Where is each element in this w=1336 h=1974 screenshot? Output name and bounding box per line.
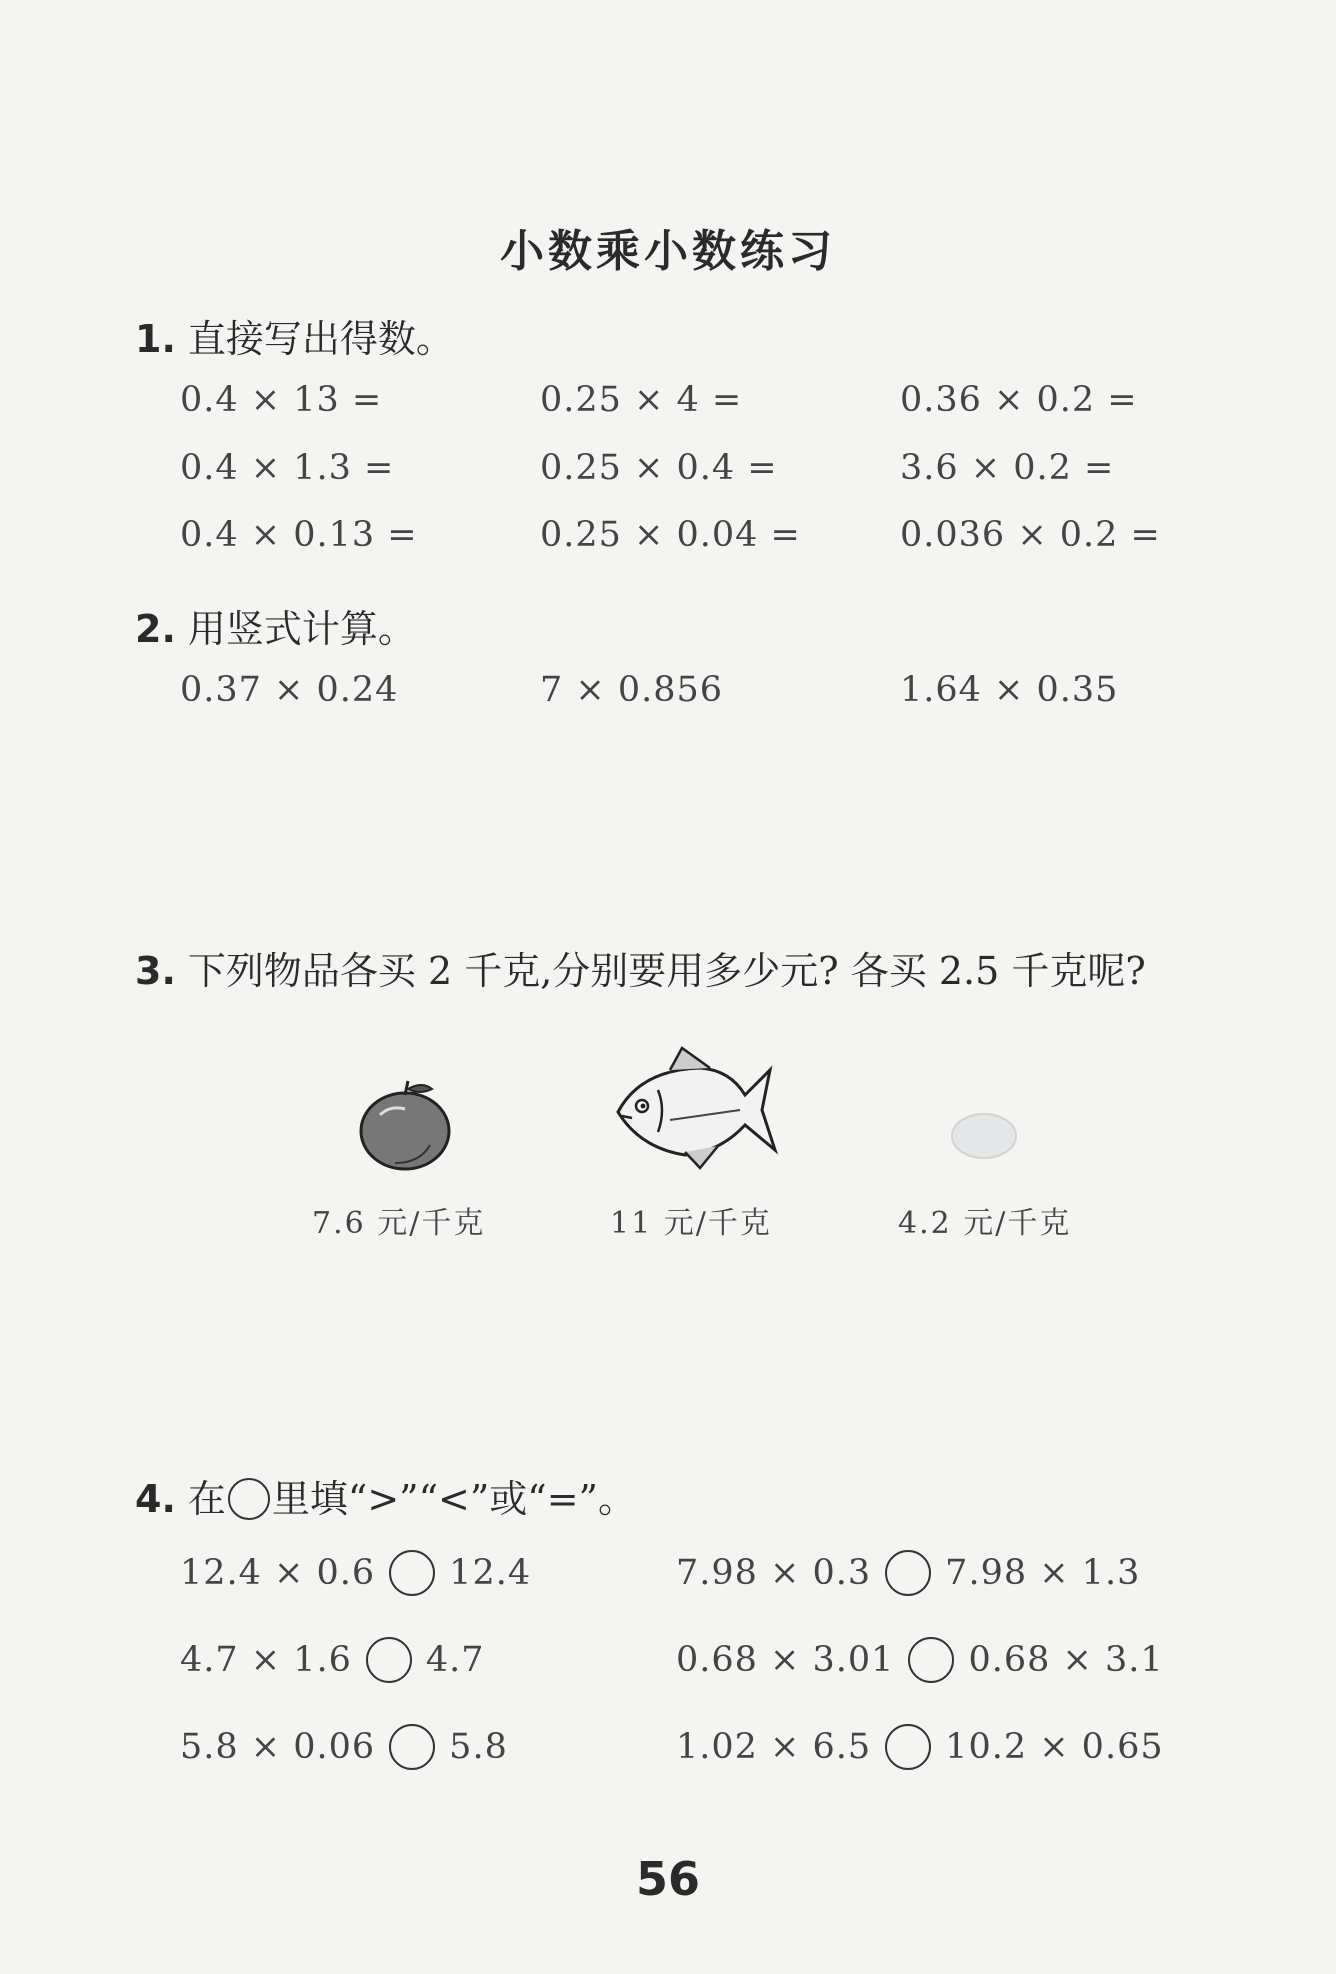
comparison-item [676, 1724, 1164, 1770]
comparison-right: 0.68 × 3.1 [968, 1640, 1164, 1680]
apple-icon [350, 1075, 460, 1175]
q4-heading [135, 1468, 636, 1523]
comparison-right: 5.8 [449, 1727, 508, 1767]
comparison-item [180, 1637, 485, 1683]
q1-expr: 0.25 × 4 = [540, 380, 743, 420]
price-label: 11 元/千克 [610, 1206, 772, 1241]
page-number: 56 [635, 1852, 700, 1906]
comparison-left: 1.02 × 6.5 [676, 1727, 872, 1767]
q3-number: 3. [135, 949, 176, 993]
q2-number: 2. [135, 607, 176, 651]
comparison-item [676, 1550, 1140, 1596]
q1-expr: 0.25 × 0.04 = [540, 515, 801, 555]
q2-item: 7 × 0.856 [540, 670, 724, 710]
q2-item: 1.64 × 0.35 [900, 670, 1119, 710]
q3-text: 下列物品各买 2 千克,分别要用多少元? 各买 2.5 千克呢? [187, 949, 1146, 993]
comparison-left: 0.68 × 3.01 [676, 1640, 895, 1680]
q2-heading [135, 598, 416, 653]
q1-expr: 0.25 × 0.4 = [540, 448, 778, 488]
q1-expr: 3.6 × 0.2 = [900, 448, 1115, 488]
comparison-left: 12.4 × 0.6 [180, 1553, 376, 1593]
answer-circle[interactable] [885, 1724, 931, 1770]
answer-circle[interactable] [389, 1724, 435, 1770]
comparison-left: 4.7 × 1.6 [180, 1640, 352, 1680]
blank-circle-icon [228, 1478, 270, 1520]
answer-circle[interactable] [389, 1550, 435, 1596]
answer-circle[interactable] [366, 1637, 412, 1683]
q4-text-before: 在 [187, 1477, 226, 1521]
q1-expr: 0.4 × 13 = [180, 380, 383, 420]
comparison-right: 12.4 [449, 1553, 532, 1593]
q1-text: 直接写出得数。 [187, 317, 454, 361]
q2-text: 用竖式计算。 [187, 607, 416, 651]
comparison-item [676, 1637, 1164, 1683]
comparison-right: 4.7 [425, 1640, 485, 1680]
comparison-item [180, 1550, 531, 1596]
q3-heading [135, 940, 1146, 995]
price-label: 4.2 元/千克 [898, 1206, 1072, 1241]
q1-expr: 0.36 × 0.2 = [900, 380, 1138, 420]
comparison-left: 7.98 × 0.3 [676, 1553, 872, 1593]
q1-expr: 0.036 × 0.2 = [900, 515, 1161, 555]
comparison-right: 7.98 × 1.3 [945, 1553, 1141, 1593]
price-label: 7.6 元/千克 [312, 1206, 486, 1241]
comparison-item [180, 1724, 508, 1770]
q1-expr: 0.4 × 0.13 = [180, 515, 418, 555]
comparison-left: 5.8 × 0.06 [180, 1727, 376, 1767]
page-title: 小数乘小数练习 [500, 226, 836, 277]
comparison-right: 10.2 × 0.65 [945, 1727, 1164, 1767]
q4-number: 4. [135, 1477, 176, 1521]
q2-item: 0.37 × 0.24 [180, 670, 399, 710]
q1-expr: 0.4 × 1.3 = [180, 448, 395, 488]
q4-text-after: 里填“>”“<”或“=”。 [271, 1477, 636, 1521]
q1-heading [135, 308, 454, 363]
answer-circle[interactable] [885, 1550, 931, 1596]
q1-number: 1. [135, 317, 176, 361]
fish-icon [610, 1040, 780, 1170]
answer-circle[interactable] [908, 1637, 954, 1683]
egg-icon [948, 1110, 1020, 1162]
